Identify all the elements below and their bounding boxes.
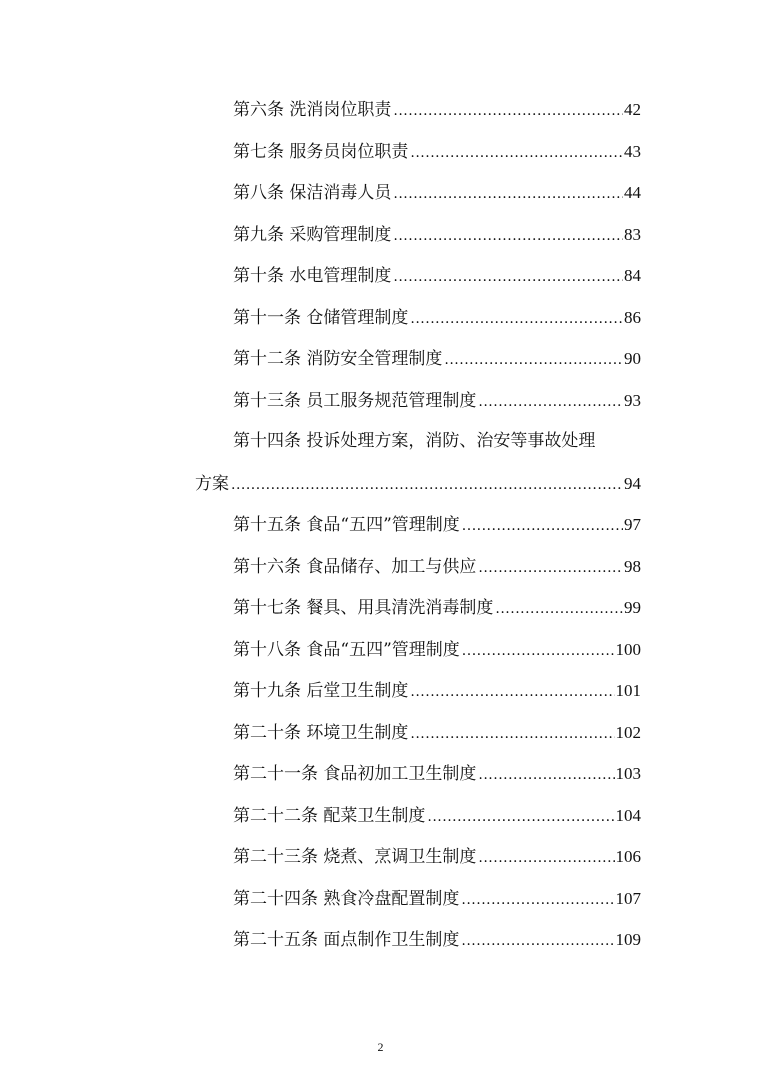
toc-leader-dots (478, 838, 614, 880)
toc-leader-dots (393, 91, 623, 133)
toc-title: 第六条 洗消岗位职责 (233, 100, 392, 120)
toc-title: 第二十条 环境卫生制度 (233, 722, 409, 743)
toc-page-number: 101 (615, 681, 641, 700)
toc-leader-dots (410, 672, 614, 714)
toc-title: 第二十二条 配菜卫生制度 (233, 805, 426, 826)
toc-page-number: 93 (624, 390, 641, 410)
toc-leader-dots (231, 465, 623, 507)
toc-leader-dots (462, 506, 623, 548)
toc-title: 第九条 采购管理制度 (233, 224, 392, 245)
toc-entry[interactable] (0, 587, 761, 629)
toc-page-number: 104 (615, 805, 641, 825)
toc-entry[interactable] (0, 214, 761, 256)
toc-entry[interactable] (0, 504, 761, 546)
toc-leader-dots (427, 797, 614, 839)
page-number: 2 (377, 1040, 384, 1054)
toc-page-number: 99 (624, 598, 641, 617)
toc-page-number: 43 (624, 141, 641, 161)
table-of-contents (0, 89, 761, 961)
toc-title: 第八条 保洁消毒人员 (233, 183, 392, 203)
toc-page-number: 94 (624, 473, 641, 493)
toc-entry[interactable] (0, 629, 761, 671)
toc-entry-wrapped-line1[interactable] (0, 421, 761, 463)
toc-page-number: 109 (615, 930, 641, 949)
toc-entry[interactable] (0, 546, 761, 588)
toc-page-number: 44 (624, 183, 641, 202)
toc-entry[interactable] (0, 836, 761, 878)
toc-leader-dots (410, 714, 614, 756)
toc-entry[interactable] (0, 380, 761, 422)
toc-leader-dots (410, 133, 623, 175)
toc-leader-dots (495, 589, 623, 631)
toc-title-continuation: 方案 (195, 473, 229, 494)
toc-title: 第十二条 消防安全管理制度 (233, 349, 443, 369)
toc-leader-dots (444, 340, 623, 382)
toc-title: 第十条 水电管理制度 (233, 266, 392, 286)
toc-entry[interactable] (0, 89, 761, 131)
toc-page-number: 42 (624, 100, 641, 119)
toc-title: 第十六条 食品储存、加工与供应 (233, 556, 477, 577)
toc-page-number: 84 (624, 266, 641, 285)
toc-entry[interactable] (0, 753, 761, 795)
toc-title: 第十五条 食品“五四”管理制度 (233, 515, 460, 535)
toc-entry[interactable] (0, 338, 761, 380)
toc-page-number: 98 (624, 556, 641, 576)
toc-entry[interactable] (0, 878, 761, 920)
toc-page-number: 100 (615, 639, 641, 659)
toc-page-number: 107 (615, 888, 641, 908)
toc-page-number: 103 (615, 764, 641, 783)
toc-leader-dots (410, 299, 623, 341)
toc-title: 第十一条 仓储管理制度 (233, 307, 409, 328)
toc-leader-dots (393, 257, 623, 299)
toc-entry[interactable] (0, 712, 761, 754)
toc-title: 第二十五条 面点制作卫生制度 (233, 930, 460, 950)
toc-page-number: 97 (624, 515, 641, 534)
toc-entry[interactable] (0, 919, 761, 961)
toc-entry[interactable] (0, 131, 761, 173)
toc-title: 第二十一条 食品初加工卫生制度 (233, 764, 477, 784)
toc-title: 第十七条 餐具、用具清洗消毒制度 (233, 598, 494, 618)
toc-entry[interactable] (0, 297, 761, 339)
toc-page-number: 102 (615, 722, 641, 742)
toc-title: 第十四条 投诉处理方案，消防、治安等事故处理 (233, 431, 596, 451)
toc-entry[interactable] (0, 255, 761, 297)
toc-leader-dots (393, 216, 623, 258)
toc-leader-dots (478, 755, 614, 797)
toc-title: 第二十四条 熟食冷盘配置制度 (233, 888, 460, 909)
toc-title: 第十八条 食品“五四”管理制度 (233, 639, 460, 660)
toc-entry-wrapped-line2[interactable] (0, 463, 761, 505)
toc-leader-dots (462, 631, 615, 673)
toc-title: 第七条 服务员岗位职责 (233, 141, 409, 162)
toc-entry[interactable] (0, 172, 761, 214)
toc-entry[interactable] (0, 670, 761, 712)
toc-page-number: 106 (615, 847, 641, 866)
toc-entry[interactable] (0, 795, 761, 837)
toc-leader-dots (478, 382, 623, 424)
toc-leader-dots (393, 174, 623, 216)
toc-leader-dots (461, 921, 614, 963)
toc-title: 第二十三条 烧煮、烹调卫生制度 (233, 847, 477, 867)
toc-page-number: 86 (624, 307, 641, 327)
toc-page-number: 90 (624, 349, 641, 368)
toc-leader-dots (478, 548, 623, 590)
toc-title: 第十九条 后堂卫生制度 (233, 681, 409, 701)
toc-page-number: 83 (624, 224, 641, 244)
toc-leader-dots (461, 880, 614, 922)
toc-title: 第十三条 员工服务规范管理制度 (233, 390, 477, 411)
